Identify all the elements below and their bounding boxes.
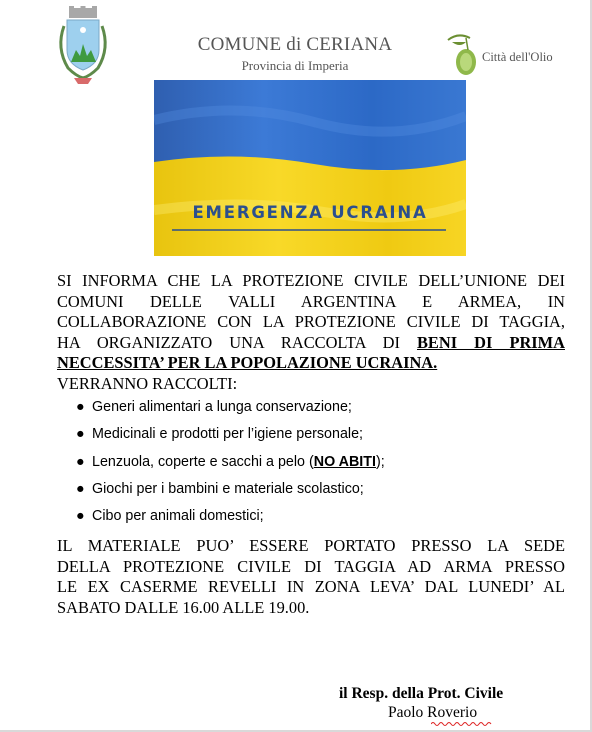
list-item [76,451,385,478]
ukraine-flag-banner [154,80,466,256]
province-name: Provincia di Imperia [241,58,349,73]
dropoff-paragraph [57,536,565,618]
paragraph-line [57,333,565,354]
paragraph-line: DELLA PROTEZIONE CIVILE DI TAGGIA AD ARMA PRESSO [57,556,565,576]
paragraph-line: COMUNI DELLE VALLI ARGENTINA E ARMEA, IN [57,291,565,311]
no-clothes-note: NO ABITI [313,453,376,470]
signature-role: il Resp. della Prot. Civile [339,685,504,702]
list-item-text: Medicinali e prodotti per l’igiene personale; [92,426,364,443]
paragraph-line: SABATO DALLE 16.00 ALLE 19.00. [57,597,310,617]
list-item-text: Cibo per animali domestici; [92,508,264,525]
olive-logo-icon [444,30,480,78]
collected-heading: VERRANNO RACCOLTI: [57,373,238,393]
paragraph-line-text: HA ORGANIZZATO UNA RACCOLTA DI [57,332,400,352]
ukraine-flag-icon [154,80,466,256]
list-item [76,505,385,532]
paragraph-line: LE EX CASERME REVELLI IN ZONA LEVA’ DAL LUNEDI’ AL [57,577,565,597]
collected-items-list [76,396,385,532]
olive-city-label: Città dell'Olio [482,50,553,64]
coat-of-arms-icon [52,6,114,86]
announcement-paragraph [57,271,565,395]
list-item [76,396,385,423]
bullet-icon: ● [76,508,85,525]
banner-title: EMERGENZA UCRAINA [192,203,428,222]
list-item-closing: ); [375,453,385,470]
bullet-icon: ● [76,480,85,497]
signature-name: Paolo Roverio [388,704,478,721]
list-item-text: Giochi per i bambini e materiale scolastico; [92,480,364,497]
paragraph-line [57,353,565,374]
highlighted-goods: NECCESSITA’ PER LA POPOLAZIONE UCRAINA. [57,353,438,373]
list-item-text: Generi alimentari a lunga conservazione; [92,399,352,415]
header-title-block [170,34,420,74]
spellcheck-underline [431,721,493,727]
bullet-icon: ● [76,426,85,443]
municipality-name: COMUNE di CERIANA [197,34,393,55]
bullet-icon: ● [76,453,85,470]
paragraph-line: SI INFORMA CHE LA PROTEZIONE CIVILE DELL’UNIONE DEI [57,271,565,290]
list-item [76,478,385,505]
list-item [76,423,385,450]
list-item-text: Lenzuola, coperte e sacchi a pelo ( [92,453,314,470]
bullet-icon: ● [76,399,85,415]
highlighted-goods: BENI DI PRIMA [417,332,565,352]
paragraph-line: IL MATERIALE PUO’ ESSERE PORTATO PRESSO LA SEDE [57,536,565,555]
paragraph-line: COLLABORAZIONE CON LA PROTEZIONE CIVILE DI TAGGIA, [57,312,565,332]
